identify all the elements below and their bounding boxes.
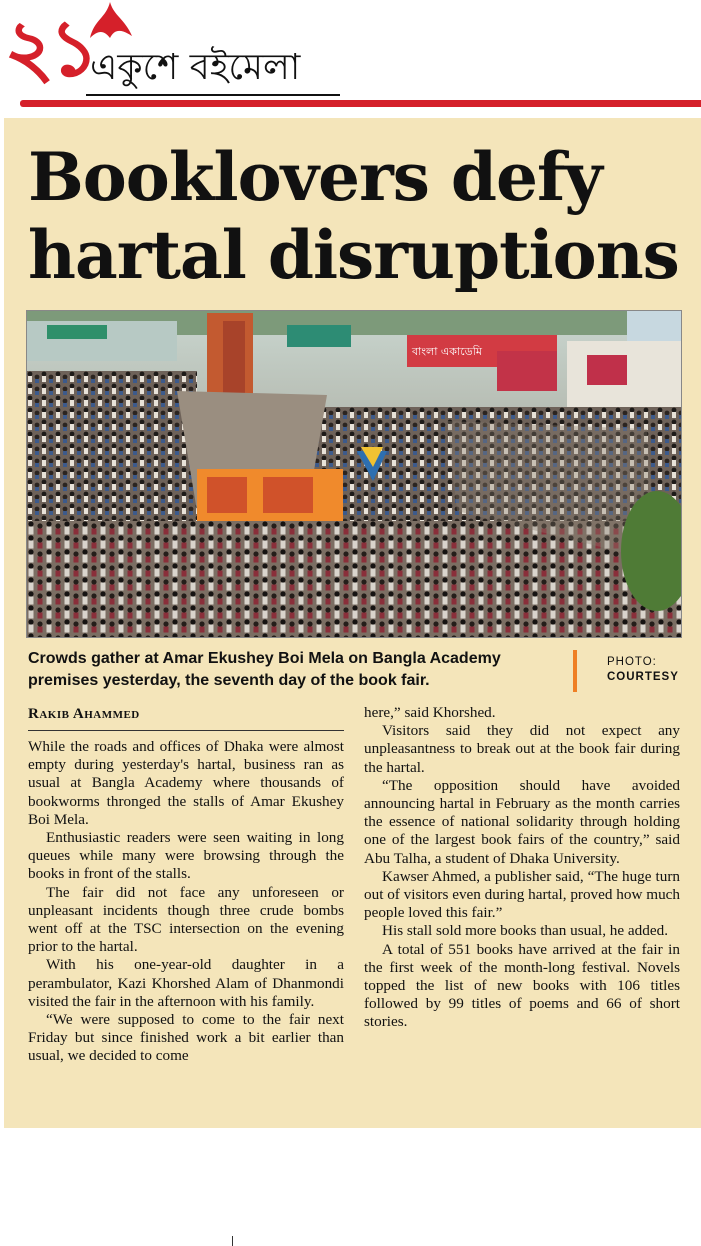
crowd-scene-illustration bbox=[27, 311, 681, 637]
credit-divider bbox=[573, 650, 577, 692]
photo-credit bbox=[607, 655, 679, 685]
paragraph: Visitors said they did not expect any unpleasantness to break out at the book fair during the hartal. bbox=[364, 722, 680, 776]
masthead-numeral: ২১ bbox=[4, 4, 94, 94]
masthead-title: একুশে বইমেলা bbox=[86, 42, 340, 96]
byline-rule bbox=[28, 730, 344, 731]
paragraph: “We were supposed to come to the fair next Friday but since finished work a bit earlier than usual, we decided to come bbox=[28, 1011, 344, 1065]
photo-credit-value: COURTESY bbox=[607, 671, 679, 683]
paragraph: Kawser Ahmed, a publisher said, “The huge turn out of visitors even during hartal, proved how much people loved this fair.” bbox=[364, 867, 680, 922]
photo-caption: Crowds gather at Amar Ekushey Boi Mela on Bangla Academy premises yesterday, the seventh day of the book fair. bbox=[28, 650, 501, 689]
column-divider bbox=[232, 1236, 233, 1246]
paragraph: The fair did not face any unforeseen or unpleasant incidents though three crude bombs went off at the TSC intersection on the evening prior to the hartal. bbox=[28, 883, 344, 956]
article-column-2 bbox=[364, 704, 680, 1032]
paragraph: here,” said Khorshed. bbox=[364, 704, 496, 721]
paragraph: While the roads and offices of Dhaka were almost empty during yesterday's hartal, business ran as usual at Bangla Academy where thousands of bookworms thronged the stalls of Amar Ekushey Boi Mela. bbox=[28, 738, 344, 828]
paragraph: With his one-year-old daughter in a perambulator, Kazi Khorshed Alam of Dhanmondi visited the fair in the afternoon with his family. bbox=[28, 956, 344, 1010]
photo-signboard-text: বাংলা একাডেমি bbox=[412, 345, 482, 358]
masthead bbox=[0, 0, 701, 112]
paragraph: A total of 551 books have arrived at the fair in the first week of the month-long festival. Novels topped the list of new books with 106 titles followed by 99 titles of poems and 66 of short stories. bbox=[364, 940, 680, 1031]
book-fair-crowd-photo bbox=[26, 310, 682, 638]
byline: Rakib Ahammed bbox=[28, 706, 140, 722]
headline-line-1: Booklovers defy bbox=[28, 138, 602, 216]
photo-credit-label: PHOTO: bbox=[607, 656, 657, 668]
paragraph: Enthusiastic readers were seen waiting in long queues while many were browsing through the books in front of the stalls. bbox=[28, 829, 344, 883]
masthead-rule bbox=[20, 100, 701, 107]
headline-line-2: hartal disruptions bbox=[28, 216, 679, 294]
paragraph: His stall sold more books than usual, he added. bbox=[382, 922, 668, 940]
paragraph: “The opposition should have avoided announcing hartal in February as the month carries the essence of national solidarity through holding one of the largest book fairs of the country,” said Abu Talha, a student of Dhaka University. bbox=[364, 776, 680, 867]
article-panel bbox=[4, 118, 701, 1128]
article-column-1 bbox=[28, 738, 344, 1066]
headline bbox=[28, 138, 679, 294]
